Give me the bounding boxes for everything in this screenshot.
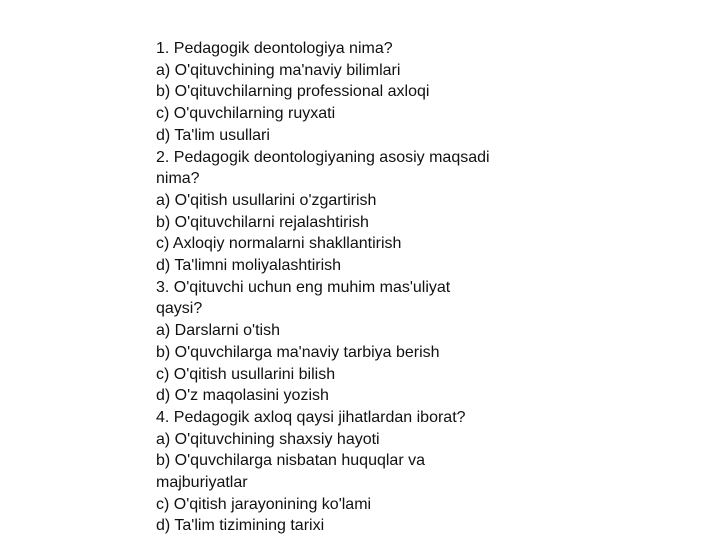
- question-text: 2. Pedagogik deontologiyaning asosiy maqsadi: [156, 148, 490, 166]
- question-text: qaysi?: [156, 300, 203, 318]
- answer-option: b) O'qituvchilarni rejalashtirish: [156, 213, 369, 231]
- answer-option: b) O'qituvchilarning professional axloqi: [156, 83, 430, 101]
- question-text: 1. Pedagogik deontologiya nima?: [156, 40, 393, 57]
- question-text: nima?: [156, 170, 200, 188]
- answer-option: d) Ta'lim tizimining tarixi: [156, 517, 325, 535]
- answer-option: d) Ta'limni moliyalashtirish: [156, 257, 342, 275]
- answer-option: d) Ta'lim usullari: [156, 126, 270, 144]
- quiz-document: [156, 38, 556, 537]
- question-block: [156, 147, 556, 277]
- question-text: 3. O'qituvchi uchun eng muhim mas'uliyat: [156, 278, 451, 296]
- answer-option: c) O'qitish usullarini bilish: [156, 365, 336, 383]
- answer-option: majburiyatlar: [156, 474, 248, 492]
- question-block: [156, 277, 556, 407]
- answer-option: c) Axloqiy normalarni shakllantirish: [156, 235, 402, 253]
- answer-option: b) O'quvchilarga ma'naviy tarbiya berish: [156, 343, 440, 361]
- question-text: 4. Pedagogik axloq qaysi jihatlardan iborat?: [156, 408, 466, 426]
- answer-option: b) O'quvchilarga nisbatan huquqlar va: [156, 452, 425, 470]
- answer-option: d) O'z maqolasini yozish: [156, 387, 329, 405]
- answer-option: a) O'qituvchining shaxsiy hayoti: [156, 430, 380, 448]
- question-block: [156, 38, 556, 147]
- answer-option: c) O'qitish jarayonining ko'lami: [156, 495, 372, 513]
- answer-option: a) O'qitish usullarini o'zgartirish: [156, 191, 377, 209]
- answer-option: c) O'quvchilarning ruyxati: [156, 105, 336, 123]
- question-block: [156, 407, 556, 537]
- answer-option: a) Darslarni o'tish: [156, 322, 280, 340]
- answer-option: a) O'qituvchining ma'naviy bilimlari: [156, 61, 401, 79]
